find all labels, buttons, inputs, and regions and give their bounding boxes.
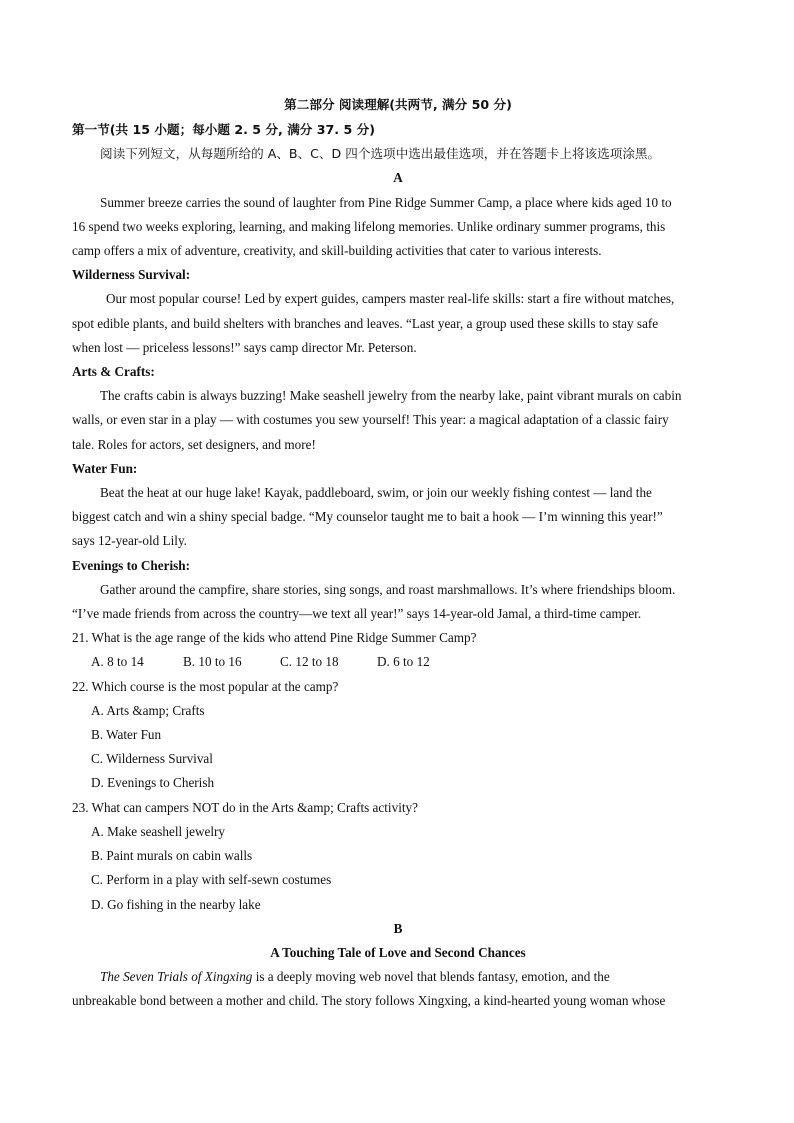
passage-a-intro-line: camp offers a mix of adventure, creativity, and skill-building activities that cater to various interests. [72,243,602,259]
question-21-stem: 21. What is the age range of the kids who attend Pine Ridge Summer Camp? [72,630,477,646]
section-line: when lost — priceless lessons!” says camp director Mr. Peterson. [72,339,417,355]
section-line: spot edible plants, and build shelters with branches and leaves. “Last year, a group used these skills to stay safe [72,315,659,331]
section-line: walls, or even star in a play — with costumes you sew yourself! This year: a magical adaptation of a classic fairy [72,412,669,428]
section-line: Beat the heat at our huge lake! Kayak, paddleboard, swim, or join our weekly fishing contest — land the [100,485,652,501]
section-line: tale. Roles for actors, set designers, and more! [72,436,316,452]
option-a[interactable]: A. Arts &amp; Crafts [91,702,205,718]
option-b[interactable]: B. Water Fun [91,727,162,743]
passage-a-letter: A [393,170,403,186]
passage-b-line [72,965,724,989]
section-heading-arts: Arts & Crafts: [72,364,155,380]
option-c[interactable]: C. Perform in a play with self-sewn costumes [91,872,332,888]
question-23-stem: 23. What can campers NOT do in the Arts &amp; Crafts activity? [72,799,418,815]
section-heading-water: Water Fun: [72,460,138,476]
section-line: Our most popular course! Led by expert guides, campers master real-life skills: start a fire without matches, [106,291,675,307]
option-d[interactable]: D. Evenings to Cherish [91,775,215,791]
passage-a-intro-line: 16 spend two weeks exploring, learning, and making lifelong memories. Unlike ordinary summer programs, this [72,218,666,234]
section-heading-evenings: Evenings to Cherish: [72,557,190,573]
passage-b-letter: B [393,920,403,936]
book-title: The Seven Trials of Xingxing [100,969,253,985]
exam-page [72,92,724,1014]
passage-b-title: A Touching Tale of Love and Second Chances [270,944,526,960]
part-title: 第二部分 阅读理解(共两节, 满分 50 分) [284,97,512,112]
option-b[interactable]: B. Paint murals on cabin walls [91,848,253,864]
section-line: “I’ve made friends from across the country—we text all year!” says 14-year-old Jamal, a third-time camper. [72,606,642,622]
option-a[interactable]: A. 8 to 14 [91,654,144,670]
option-b[interactable]: B. 10 to 16 [183,654,242,670]
option-c[interactable]: C. Wilderness Survival [91,751,213,767]
section-line: The crafts cabin is always buzzing! Make seashell jewelry from the nearby lake, paint vibrant murals on cabin [100,388,682,404]
question-21-options [72,650,724,674]
section-line: says 12-year-old Lily. [72,533,187,549]
option-d[interactable]: D. Go fishing in the nearby lake [91,896,261,912]
section-line: biggest catch and win a shiny special badge. “My counselor taught me to bait a hook — I’m winning this year!” [72,509,663,525]
option-c[interactable]: C. 12 to 18 [280,654,339,670]
section-heading-wilderness: Wilderness Survival: [72,267,191,283]
question-22-stem: 22. Which course is the most popular at the camp? [72,678,339,694]
passage-b-line: unbreakable bond between a mother and child. The story follows Xingxing, a kind-hearted young woman whose [72,993,666,1009]
section-line: Gather around the campfire, share stories, sing songs, and roast marshmallows. It’s where friendships bloom. [100,581,676,597]
option-d[interactable]: D. 6 to 12 [377,654,430,670]
passage-a-intro-line: Summer breeze carries the sound of laughter from Pine Ridge Summer Camp, a place where kids aged 10 to [100,194,672,210]
passage-b-line-rest: is a deeply moving web novel that blends fantasy, emotion, and the [252,969,610,985]
option-a[interactable]: A. Make seashell jewelry [91,823,226,839]
section-title: 第一节(共 15 小题；每小题 2. 5 分, 满分 37. 5 分) [72,122,375,137]
instructions: 阅读下列短文，从每题所给的 A、B、C、D 四个选项中选出最佳选项，并在答题卡上将该选项涂黑。 [100,146,661,162]
